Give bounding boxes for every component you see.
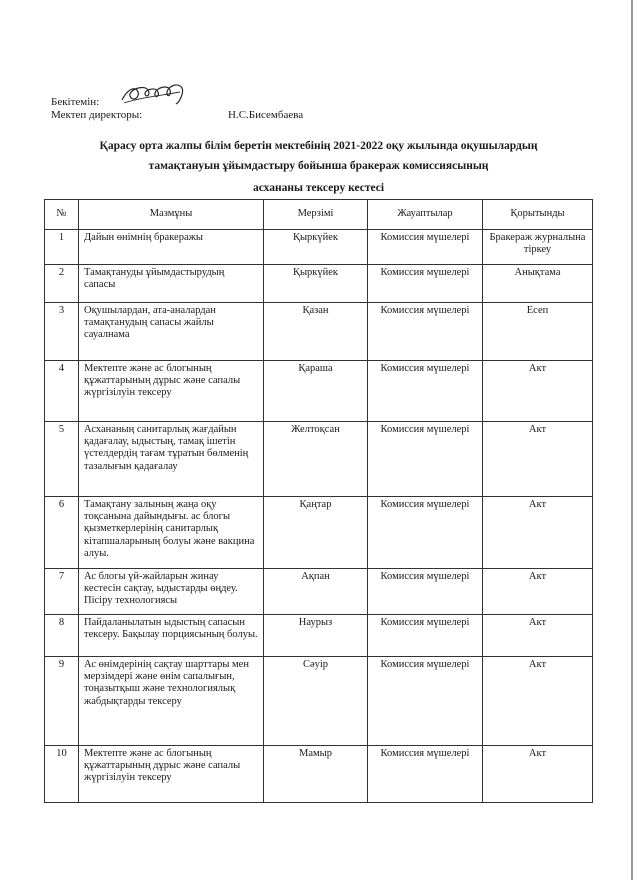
cell-result: Акт xyxy=(483,746,593,803)
cell-responsible: Комиссия мүшелері xyxy=(368,303,483,361)
cell-term: Қаңтар xyxy=(264,497,368,569)
cell-num: 4 xyxy=(45,361,79,422)
header-content: Мазмұны xyxy=(79,200,264,230)
scan-edge-shadow xyxy=(631,0,633,880)
approval-label: Бекітемін: xyxy=(51,96,100,108)
director-name: Н.С.Бисембаева xyxy=(228,109,304,121)
cell-content: Тамақтану залының жаңа оқу тоқсанына дайындығы. ас блогы қызметкерлерінің санитарлық кітапшаларының болуы және вакцина алуы. xyxy=(79,497,264,569)
cell-responsible: Комиссия мүшелері xyxy=(368,230,483,265)
cell-result: Есеп xyxy=(483,303,593,361)
cell-result: Акт xyxy=(483,422,593,497)
inspection-schedule-table xyxy=(44,199,593,803)
cell-term: Қазан xyxy=(264,303,368,361)
table-row xyxy=(45,657,593,746)
header-num: № xyxy=(45,200,79,230)
cell-term: Қыркүйек xyxy=(264,230,368,265)
table-row xyxy=(45,422,593,497)
cell-responsible: Комиссия мүшелері xyxy=(368,265,483,303)
table-row xyxy=(45,303,593,361)
table-row xyxy=(45,230,593,265)
cell-num: 10 xyxy=(45,746,79,803)
cell-content: Ас блогы үй-жайларын жинау кестесін сақтау, ыдыстарды өңдеу. Пісіру технологиясы xyxy=(79,569,264,615)
cell-num: 6 xyxy=(45,497,79,569)
cell-result: Акт xyxy=(483,657,593,746)
cell-term: Наурыз xyxy=(264,615,368,657)
cell-num: 5 xyxy=(45,422,79,497)
title-line-3: асхананы тексеру кестесі xyxy=(252,182,385,194)
cell-num: 8 xyxy=(45,615,79,657)
header-term: Мерзімі xyxy=(264,200,368,230)
cell-content: Мектепте және ас блогының құжаттарының дұрыс және сапалы жүргізілуін тексеру xyxy=(79,361,264,422)
cell-content: Дайын өнімнің бракеражы xyxy=(79,230,264,265)
header-result: Қорытынды xyxy=(483,200,593,230)
director-role: Мектеп директоры: xyxy=(51,109,143,121)
cell-result: Акт xyxy=(483,361,593,422)
table-row xyxy=(45,265,593,303)
cell-num: 2 xyxy=(45,265,79,303)
cell-responsible: Комиссия мүшелері xyxy=(368,657,483,746)
cell-term: Қыркүйек xyxy=(264,265,368,303)
cell-num: 3 xyxy=(45,303,79,361)
cell-responsible: Комиссия мүшелері xyxy=(368,497,483,569)
cell-num: 7 xyxy=(45,569,79,615)
table-row xyxy=(45,497,593,569)
title-line-2: тамақтануын ұйымдастыру бойынша бракераж комиссиясының xyxy=(148,160,489,172)
cell-content: Мектепте және ас блогының құжаттарының дұрыс және сапалы жүргізілуін тексеру xyxy=(79,746,264,803)
cell-term: Ақпан xyxy=(264,569,368,615)
title-line-1: Қарасу орта жалпы білім беретін мектебінің 2021-2022 оқу жылында оқушылардың xyxy=(99,140,538,152)
cell-term: Желтоқсан xyxy=(264,422,368,497)
cell-content: Пайдаланылатын ыдыстың сапасын тексеру. Бақылау порциясының болуы. xyxy=(79,615,264,657)
cell-num: 1 xyxy=(45,230,79,265)
cell-result: Акт xyxy=(483,615,593,657)
table-header-row xyxy=(45,200,593,230)
table-row xyxy=(45,746,593,803)
header-responsible: Жауаптылар xyxy=(368,200,483,230)
table-row xyxy=(45,361,593,422)
cell-content: Оқушылардан, ата-аналардан тамақтанудың сапасы жайлы сауалнама xyxy=(79,303,264,361)
cell-num: 9 xyxy=(45,657,79,746)
cell-responsible: Комиссия мүшелері xyxy=(368,615,483,657)
table-row xyxy=(45,569,593,615)
cell-responsible: Комиссия мүшелері xyxy=(368,361,483,422)
cell-responsible: Комиссия мүшелері xyxy=(368,746,483,803)
approval-block xyxy=(51,96,303,122)
cell-content: Асхананың санитарлық жағдайын қадағалау, ыдыстың, тамақ ішетін үстелдердің тағам тұратын бөлменің тазалығын қадағалау xyxy=(79,422,264,497)
cell-term: Мамыр xyxy=(264,746,368,803)
cell-result: Акт xyxy=(483,497,593,569)
cell-responsible: Комиссия мүшелері xyxy=(368,422,483,497)
table-row xyxy=(45,615,593,657)
cell-result: Акт xyxy=(483,569,593,615)
cell-result: Анықтама xyxy=(483,265,593,303)
cell-result: Бракераж журналына тіркеу xyxy=(483,230,593,265)
cell-term: Қараша xyxy=(264,361,368,422)
cell-content: Тамақтануды ұйымдастырудың сапасы xyxy=(79,265,264,303)
cell-responsible: Комиссия мүшелері xyxy=(368,569,483,615)
cell-content: Ас өнімдерінің сақтау шарттары мен мерзімдері және өнім сапалығын, тоңазытқыш және технологиялық жабдықтарды тексеру xyxy=(79,657,264,746)
cell-term: Сәуір xyxy=(264,657,368,746)
